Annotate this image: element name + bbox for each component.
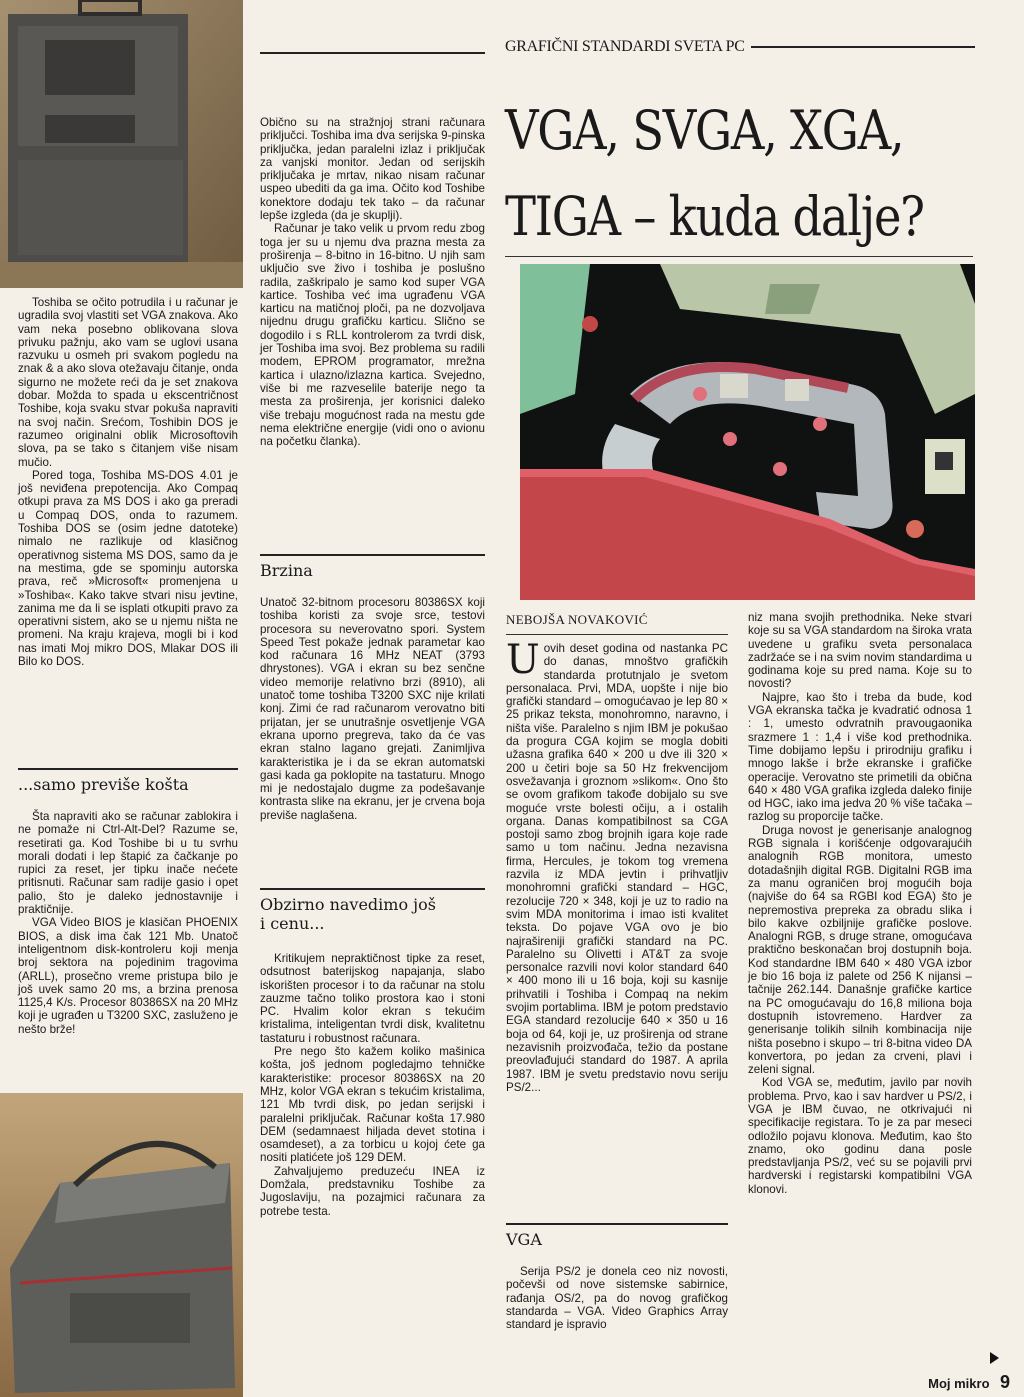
subheading: VGA bbox=[506, 1223, 728, 1249]
carrying-bag-photo bbox=[0, 1093, 243, 1397]
column-2 bbox=[260, 116, 485, 448]
paragraph: Unatoč 32-bitnom procesoru 80386SX koji toshiba koristi za svoje srce, testovi procesora su neverovatno spori. System Speed Test pokaže jednak parametar kao kod računara 16 MHz NEAT (3793 dhrystones). VGA i ekran su bez senčne video memorije relativno brzi (8910), ali unatoč tome toshiba T3200 SXC nije krilati konj. Zimi će rad računarom verovatno biti prijatan, jer se unutrašnje osvetljenje VGA ekrana uporno pregreva, tako da će vas ekran stalno lagano grejati. Zanimljiva karakteristika je i da se ekran automatski gasi kada ga poklopite na tastaturu. Mnogo mi je nedostajalo dugme za podešavanje kontrasta slike na ekranu, jer je crvena boja previše naglašena. bbox=[260, 596, 485, 822]
title-line: TIGA – kuda dalje? bbox=[505, 185, 924, 248]
paragraph: niz mana svojih prethodnika. Neke stvari koje su sa VGA standardom na široka vrata uvedene u grafiku sveta personalaca zadržaće se i na svim novim standardima u godinama koje su pred nama. Koje su to novosti? bbox=[748, 611, 972, 691]
magazine-name: Moj mikro bbox=[928, 1376, 990, 1391]
column-2-final bbox=[260, 952, 485, 1218]
author-byline: NEBOJŠA NOVAKOVIĆ bbox=[506, 612, 728, 635]
office-illustration bbox=[520, 264, 975, 600]
subheading-line: i cenu... bbox=[260, 914, 325, 933]
column-3 bbox=[506, 637, 728, 1094]
subheading bbox=[260, 888, 485, 933]
paragraph: Toshiba se očito potrudila i u računar je ugradila svoj vlastiti set VGA znakova. Ako vam neka posebno oblikovana slova privuku pažnju, ako vam se uglovi usana razvuku u osmeh pri svakom pogledu na znak & a ako slova otežavaju čitanje, onda sigurno ne možete reći da je set znakova dobar. Možda to spada u ekscentričnost Toshibe, koja svaku stvar pokuša napraviti na svoj način. Srećom, Toshibin DOS je razumeo originalni oblik Microsoftovih slova, pa se tako s čitanjem više nisam mučio. bbox=[18, 296, 238, 469]
paragraph: Kod VGA se, međutim, javilo par novih problema. Prvo, kao i sav hardver u PS/2, i VGA je IBM čuvao, ne otkrivajući ni specifikacije registara. To je za par meseci odložilo pojavu klonova. Međutim, kao što znamo, oko godinu dana posle predstavljanja PS/2, već su se pojavili prvi hardverski i registarski kompatibilni VGA klonovi. bbox=[748, 1076, 972, 1196]
paragraph: Računar je tako velik u prvom redu zbog toga jer su u njemu dva prazna mesta za proširenja – 8-bitno in 16-bitno. U njih sam uključio sve živo i toshiba je poslušno radila, zaškripalo je samo kod super VGA kartice. Toshiba već ima ugrađenu VGA karticu na matičnoj ploči, pa ne dozvoljava nijednu drugu grafičku karticu. Slično se dogodilo i s RLL kontrolerom za tvrdi disk, jer Toshiba ima svoj. Bez problema su radili modem, EPROM programator, mrežna kartica i ulazno/izlazna kartica. Svejedno, više bi me razveselile baterije nego ta mesta za proširenja, jer korisnici daleko više trebaju mogućnost rada na mestu gde nema električne energije (vidi ono o avionu na početku članka). bbox=[260, 222, 485, 449]
paragraph: VGA Video BIOS je klasičan PHOENIX BIOS, a disk ima čak 121 Mb. Unatoč inteligentnom disk-kontroleru koji menja broj sektora na pojedinim tragovima (ARLL), prosečno vreme pristupa bilo je još uvek samo 20 ms, a brzina prenosa 1125,4 K/s. Procesor 80386SX na 20 MHz koji je ugrađen u T3200 SXC, zasluženo je nešto brže! bbox=[18, 916, 238, 1036]
title-line: VGA, SVGA, XGA, bbox=[505, 99, 904, 162]
paragraph: Šta napraviti ako se računar zablokira i ne pomaže ni Ctrl-Alt-Del? Razume se, resetirati ga. Kod Toshibe bi u tu svrhu morali dodati i lep štapić za čačkanje po rupici za reset, jer tipku inače nećete pritisnuti. Računar sam radije gasio i opet palio, što je daleko jednostavnije i praktičnije. bbox=[18, 810, 238, 917]
paragraph: Zahvaljujemo preduzeću INEA iz Domžala, predstavniku Toshibe za Jugoslaviju, na pozajmici računara za potrebe testa. bbox=[260, 1164, 485, 1218]
paragraph bbox=[506, 637, 728, 1094]
paragraph-text: ovih deset godina od nastanka PC do danas, mnoštvo grafičkih standarda protutnjalo je svetom personalaca. Prvi, MDA, uopšte i nije bio grafički standard – omogućavao je lep 80 × 25 prikaz teksta, monohromno, naravno, i ništa više. Paralelno s njim IBM je pokušao da progura CGA kojim se mogla dobiti užasna grafika 640 × 200 u dve ili 320 × 200 u četiri boje sa 50 Hz frekvencijom osvežavanja i groznom »slikom«. Ono što se ovom grafikom takođe dobijalo su sve moguće vrste bolesti očiju, a i ostalih organa. Danas kompatibilnost sa CGA postoji samo zbog brojnih igara koje rade samo u tom načinu. Jedna nezavisna firma, Hercules, je tokom tog vremena razvila iz MDA jevtin i prihvatljiv monohromni grafički standard – HGC, rezolucije 720 × 348, koji je uz to radio na svim MDA monitorima i imao isti kvalitet teksta. Do pojave VGA ovo je bio najrašireniji grafički standard na PC. Paralelno su Olivetti i AT&T za svoje personalce razvili novi kolor standard 640 × 400 mono ili u 16 boja, koji su kasnije prihvatili i Toshiba i Compaq na nekim svojim portablima. IBM je potom predstavio EGA standard rezolucije 640 × 350 u 16 boja od 64, koji je, uz proširenja od strane nezavisnih proizvođača, težio da postane preovlađujući standard do 1987. A aprila 1987. IBM je svetu predstavio novu seriju PS/2... bbox=[506, 642, 728, 1094]
continue-arrow-icon bbox=[990, 1352, 999, 1364]
section-rule bbox=[751, 46, 975, 48]
paragraph: Pored toga, Toshiba MS-DOS 4.01 je još neviđena prepotencija. Ako Compaq otkupi prava za MS DOS i ako ga preradi u Compaq DOS, onda to razumem. Toshiba DOS se (osim jedne datoteke) nimalo ne razlikuje od klasičnog operativnog sistema MS DOS, samo da je na mestima, gde se spominju autorska prava, reč »Microsoft« promenjena u »Toshiba«. Kako takve stvari nisu jevtine, zanima me da li se isplati otkupiti pravo za operativni sistem, ako se u njemu ništa ne promeni. Na kraju krajeva, mogli bi i kod nas imati Moj mikro DOS, Mlakar DOS ili Bilo ko DOS. bbox=[18, 468, 238, 669]
paragraph: Kritikujem nepraktičnost tipke za reset, odsutnost baterijskog napajanja, slabo iskorišten procesor i to da računar na stolu zauzme tačno toliko prostora kao i stoni PC. Hvalim kolor ekran s tekućim kristalima, inteligentan tvrdi disk, kvalitetnu tastaturu i robustnost računara. bbox=[260, 952, 485, 1045]
footer bbox=[890, 1372, 1010, 1393]
paragraph: Obično su na stražnjoj strani računara priključci. Toshiba ima dva serijska 9-pinska priključka, jedan paralelni izlaz i priključak za vanjski monitor. Jedan od serijskih priključaka je mrtav, nikao nisam računar uspeo ubediti da ga ima. Očito kod Toshibe konektore dodaju tek tako – da računar lepše izgleda (da je skuplji). bbox=[260, 116, 485, 223]
column-4 bbox=[748, 611, 972, 1196]
column-1 bbox=[18, 296, 238, 668]
subheading: Brzina bbox=[260, 554, 485, 580]
toshiba-computer-photo bbox=[0, 0, 243, 288]
column-3-continued bbox=[506, 1265, 728, 1331]
subheading: ...samo previše košta bbox=[18, 768, 238, 794]
drop-cap: U bbox=[506, 637, 540, 683]
article-title bbox=[505, 88, 924, 260]
section-label bbox=[505, 38, 975, 56]
section-label-text: GRAFIČNI STANDARDI SVETA PC bbox=[505, 38, 745, 55]
subheading-line: Obzirno navedimo još bbox=[260, 895, 436, 914]
column-2-continued bbox=[260, 596, 485, 822]
column-2-top-rule bbox=[260, 52, 485, 54]
paragraph: Druga novost je generisanje analognog RGB signala i korišćenje odgovarajućih analognih RGB monitora, umesto dotadašnjih digital RGB. Digitalni RGB ima za manu ograničen broj mogućih boja (najviše do 64 sa RGBI kod EGA) što je nepremostiva prepreka za obradu slika i bilo kakve ozbiljnije grafičke poslove. Analogni RGB, s druge strane, omogućava praktično beskonačan broj dostupnih boja. Kod standardne IBM 640 × 480 VGA izbor je bio 16 boja iz palete od 256 K nijansi – tačnije 262.144. Današnje grafičke kartice na PC omogućavaju do 16,8 miliona boja dostupnih istovremeno. Hardver za generisanje tolikih silnih kombinacija nije ništa posebno i skupo – tri 8-bitna video DA konvertora, po jedan za crveni, plavi i zeleni signal. bbox=[748, 823, 972, 1077]
title-rule bbox=[505, 256, 973, 257]
column-1-continued bbox=[18, 810, 238, 1036]
paragraph: Najpre, kao što i treba da bude, kod VGA ekranska tačka je kvadratić odnosa 1 : 1, umesto odvratnih pravougaonika srazmere 1 : 1,4 i više kod prethodnika. Time dobijamo lepšu i prirodniju grafiku i mnogo lakše i brže ekranske i grafičke operacije. Verovatno ste primetili da obična 640 × 480 VGA grafika izgleda daleko finije od HGC, iako ima jedva 20 % više tačaka – razlog su proporcije tačke. bbox=[748, 690, 972, 824]
page-number: 9 bbox=[999, 1372, 1010, 1392]
paragraph: Serija PS/2 je donela ceo niz novosti, počevši od nove sistemske sabirnice, rađanja OS/2, pa do novog grafičkog standarda – VGA. Video Graphics Array standard je ispravio bbox=[506, 1265, 728, 1332]
paragraph: Pre nego što kažem koliko mašinica košta, još jednom pogledajmo tehničke karakteristike: procesor 80386SX na 20 MHz, kolor VGA ekran s tekućim kristalima, 121 Mb tvrdi disk, po jedan serijski i paralelni priključak. Računar košta 17.980 DEM (sedamnaest hiljada devet stotina i osamdeset), a za torbicu u kojoj ćete ga nositi platićete još 129 DEM. bbox=[260, 1045, 485, 1165]
